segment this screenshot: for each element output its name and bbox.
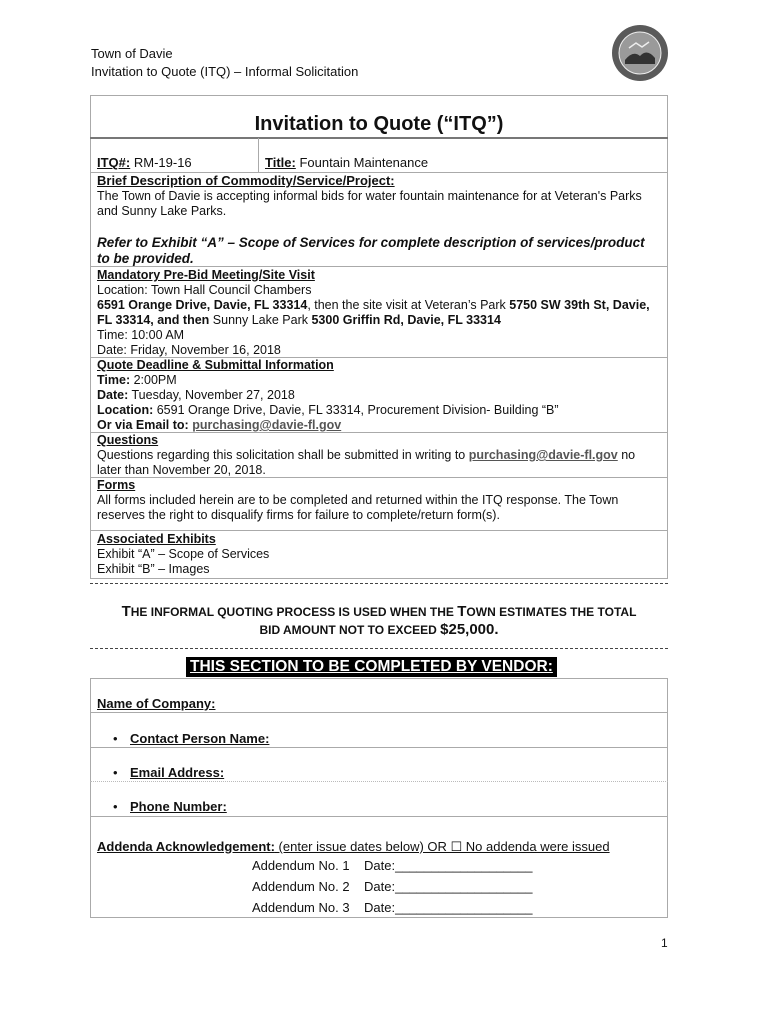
title-divider <box>90 137 668 139</box>
dashed-divider <box>90 583 668 584</box>
addendum-number: Addendum No. 2 <box>252 879 350 894</box>
bid-limit-amount: $25,000. <box>440 621 499 638</box>
addendum-date-field[interactable]: Date:___________________ <box>364 858 533 873</box>
page-title: Invitation to Quote (“ITQ”) <box>254 113 504 135</box>
row-divider <box>90 266 668 267</box>
deadline-date-label: Date: <box>97 388 129 402</box>
addenda-acknowledgement <box>97 839 610 855</box>
addendum-row <box>252 876 532 897</box>
banner-text-a: HE INFORMAL QUOTING PROCESS IS USED WHEN THE <box>130 605 458 619</box>
addenda-label: Addenda Acknowledgement: <box>97 839 275 854</box>
bullet-icon: • <box>113 765 118 780</box>
email-address-field[interactable]: Email Address: <box>130 765 225 780</box>
itq-value: RM-19-16 <box>133 155 192 170</box>
exhibit-reference-2: to be provided. <box>97 251 194 266</box>
forms-text-1: All forms included herein are to be completed and returned within the ITQ response. The Town <box>97 493 619 507</box>
exhibits-heading: Associated Exhibits <box>97 532 216 546</box>
title-value: Fountain Maintenance <box>299 155 429 170</box>
questions-text-b: no <box>617 448 636 462</box>
questions-email-link[interactable]: purchasing@davie-fl.gov <box>468 448 618 462</box>
deadline-location-label: Location: <box>97 403 154 417</box>
itq-number <box>97 155 257 170</box>
prebid-time: Time: 10:00 AM <box>97 328 185 342</box>
header-town: Town of Davie <box>91 46 173 61</box>
deadline-date <box>97 388 662 403</box>
deadline-email <box>97 418 662 433</box>
banner-text-c: BID AMOUNT NOT TO EXCEED <box>259 623 441 637</box>
bullet-icon: • <box>113 731 118 746</box>
phone-number-field[interactable]: Phone Number: <box>130 799 227 814</box>
informal-process-notice-1 <box>90 603 668 620</box>
questions-heading: Questions <box>97 433 159 447</box>
row-divider <box>90 781 668 782</box>
deadline-email-link[interactable]: purchasing@davie-fl.gov <box>192 418 342 432</box>
questions-text-a: Questions regarding this solicitation shall be submitted in writing to <box>97 448 469 462</box>
vendor-section-header: THIS SECTION TO BE COMPLETED BY VENDOR: <box>186 657 557 677</box>
row-divider <box>90 816 668 817</box>
row-divider <box>90 747 668 748</box>
company-name-field[interactable]: Name of Company: <box>97 696 216 711</box>
addendum-number: Addendum No. 3 <box>252 900 350 915</box>
forms-text-2: reserves the right to disqualify firms for failure to complete/return form(s). <box>97 508 500 522</box>
title-label: Title: <box>265 155 296 170</box>
deadline-location <box>97 403 662 418</box>
project-title <box>265 155 565 170</box>
exhibit-reference-1: Refer to Exhibit “A” – Scope of Services for complete description of services/product <box>97 235 645 250</box>
page-number: 1 <box>661 936 668 950</box>
prebid-address-connector: , then the site visit at Veteran’s Park <box>307 298 510 312</box>
banner-cap: T <box>457 603 467 620</box>
banner-cap: T <box>121 603 131 620</box>
deadline-time-value: 2:00PM <box>130 373 177 387</box>
prebid-heading: Mandatory Pre-Bid Meeting/Site Visit <box>97 268 315 282</box>
exhibit-item: Exhibit “A” – Scope of Services <box>97 547 270 561</box>
itq-divider <box>258 138 259 173</box>
addendum-row <box>252 855 532 876</box>
prebid-location: Location: Town Hall Council Chambers <box>97 283 312 297</box>
deadline-time-label: Time: <box>97 373 131 387</box>
addendum-date-field[interactable]: Date:___________________ <box>364 879 533 894</box>
brief-heading: Brief Description of Commodity/Service/Project: <box>97 173 395 188</box>
addendum-row <box>252 897 532 918</box>
prebid-address-griffin: 5300 Griffin Rd, Davie, FL 33314 <box>311 313 501 327</box>
town-seal-icon <box>611 24 669 82</box>
brief-text-1: The Town of Davie is accepting informal bids for water fountain maintenance for at Veteran's Parks <box>97 189 642 203</box>
exhibit-item: Exhibit “B” – Images <box>97 562 210 576</box>
addendum-number: Addendum No. 1 <box>252 858 350 873</box>
dashed-divider <box>90 648 668 649</box>
deadline-email-label: Or via Email to: <box>97 418 189 432</box>
questions-text-1 <box>97 448 662 463</box>
deadline-date-value: Tuesday, November 27, 2018 <box>128 388 295 402</box>
contact-person-field[interactable]: Contact Person Name: <box>130 731 270 746</box>
banner-text-b: OWN ESTIMATES THE TOTAL <box>466 605 637 619</box>
prebid-address-sunny: Sunny Lake Park <box>209 313 312 327</box>
row-divider <box>90 530 668 531</box>
addendum-date-field[interactable]: Date:___________________ <box>364 900 533 915</box>
row-divider <box>90 712 668 713</box>
informal-process-notice-2 <box>90 621 668 638</box>
prebid-address-1 <box>97 298 662 313</box>
prebid-address-veterans: 5750 SW 39th St, Davie, <box>509 298 650 312</box>
brief-text-2: and Sunny Lake Parks. <box>97 204 227 218</box>
deadline-time <box>97 373 662 388</box>
bullet-icon: • <box>113 799 118 814</box>
questions-text-2: later than November 20, 2018. <box>97 463 266 477</box>
header-subtitle: Invitation to Quote (ITQ) – Informal Solicitation <box>91 64 359 79</box>
prebid-address-cont: FL 33314, and then <box>97 313 210 327</box>
deadline-heading: Quote Deadline & Submittal Information <box>97 358 334 372</box>
deadline-location-value: 6591 Orange Drive, Davie, FL 33314, Procurement Division- Building “B” <box>153 403 559 417</box>
prebid-date: Date: Friday, November 16, 2018 <box>97 343 281 357</box>
itq-label: ITQ#: <box>97 155 131 170</box>
prebid-address-2 <box>97 313 662 328</box>
forms-heading: Forms <box>97 478 136 492</box>
addenda-options[interactable]: (enter issue dates below) OR ☐ No addenda were issued <box>274 839 610 854</box>
prebid-address-town-hall: 6591 Orange Drive, Davie, FL 33314 <box>97 298 308 312</box>
